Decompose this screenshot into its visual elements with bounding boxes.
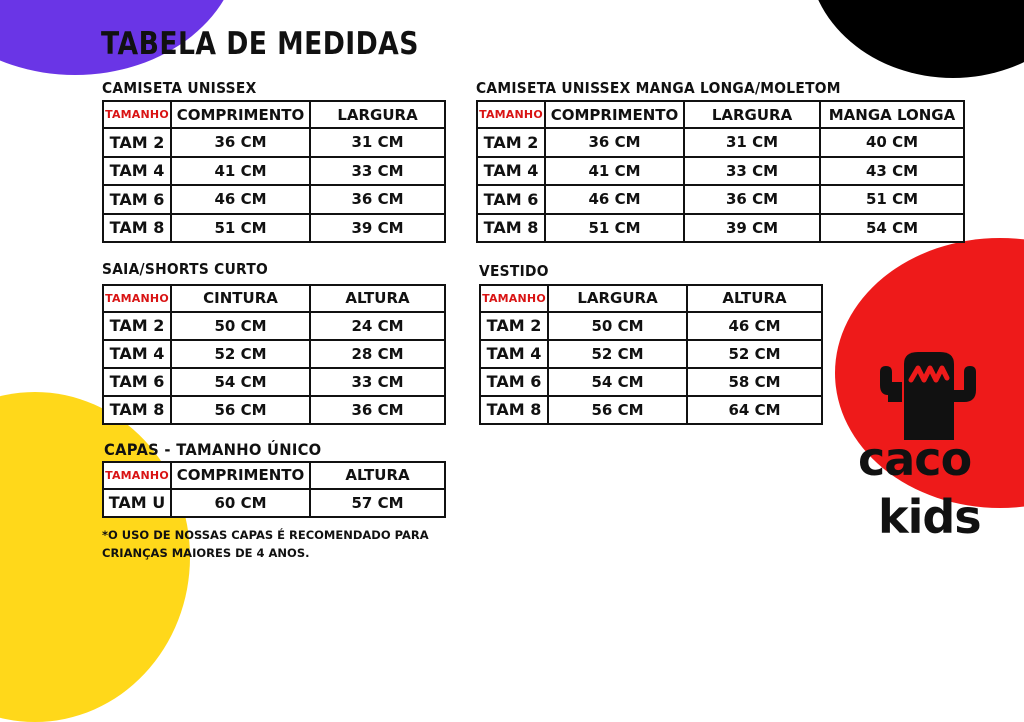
size-label: TAM 4 <box>477 157 545 185</box>
table-cell: 24 CM <box>310 312 445 340</box>
table-row <box>477 157 964 185</box>
table-cell: 31 CM <box>684 128 820 156</box>
table-cell: 56 CM <box>548 396 687 424</box>
size-label: TAM 4 <box>103 340 171 368</box>
table-cell: 33 CM <box>310 368 445 396</box>
table-cell: 51 CM <box>820 185 964 213</box>
table-cell: 56 CM <box>171 396 310 424</box>
table-capas <box>102 461 446 518</box>
table-cell: 50 CM <box>171 312 310 340</box>
caco-kids-logo <box>858 350 1008 550</box>
column-header: LARGURA <box>684 101 820 128</box>
table-cell: 46 CM <box>687 312 822 340</box>
table-cell: 54 CM <box>171 368 310 396</box>
table-cell: 33 CM <box>684 157 820 185</box>
table-cell: 50 CM <box>548 312 687 340</box>
table-cell: 28 CM <box>310 340 445 368</box>
column-header: CINTURA <box>171 285 310 312</box>
logo-text-kids: kids <box>878 490 981 544</box>
table-camiseta <box>102 100 446 243</box>
table-cell: 41 CM <box>171 157 310 185</box>
table-cell: 52 CM <box>171 340 310 368</box>
table-cell: 57 CM <box>310 489 445 517</box>
table-cell: 36 CM <box>171 128 310 156</box>
table-vestido <box>479 284 823 425</box>
column-header: ALTURA <box>310 285 445 312</box>
table-cell: 31 CM <box>310 128 445 156</box>
tamanho-header: TAMANHO <box>480 285 548 312</box>
table-header-row <box>480 285 822 312</box>
table-row <box>480 312 822 340</box>
size-label: TAM 6 <box>103 185 171 213</box>
tamanho-header: TAMANHO <box>477 101 545 128</box>
table-row <box>103 368 445 396</box>
size-label: TAM 6 <box>480 368 548 396</box>
table-header-row <box>103 101 445 128</box>
size-label: TAM 6 <box>103 368 171 396</box>
table-cell: 36 CM <box>684 185 820 213</box>
table-cell: 36 CM <box>310 396 445 424</box>
table-row <box>103 340 445 368</box>
table-cell: 60 CM <box>171 489 310 517</box>
logo-text-caco: caco <box>858 432 972 486</box>
table-cell: 52 CM <box>687 340 822 368</box>
footnote: *O USO DE NOSSAS CAPAS É RECOMENDADO PARA CRIANÇAS MAIORES DE 4 ANOS. <box>102 528 429 560</box>
table-cell: 51 CM <box>171 214 310 242</box>
table-cell: 40 CM <box>820 128 964 156</box>
table-header-row <box>477 101 964 128</box>
size-label: TAM 2 <box>103 312 171 340</box>
column-header: LARGURA <box>548 285 687 312</box>
table-saia <box>102 284 446 425</box>
size-label: TAM 2 <box>480 312 548 340</box>
table-row <box>103 489 445 517</box>
table-cell: 51 CM <box>545 214 684 242</box>
tamanho-header: TAMANHO <box>103 101 171 128</box>
table-header-row <box>103 285 445 312</box>
table-row <box>480 396 822 424</box>
table-row <box>103 396 445 424</box>
table-row <box>103 128 445 156</box>
table-header-row <box>103 462 445 489</box>
section-title-saia: SAIA/SHORTS CURTO <box>102 260 269 278</box>
column-header: COMPRIMENTO <box>171 462 310 489</box>
table-row <box>103 214 445 242</box>
table-cell: 41 CM <box>545 157 684 185</box>
table-row <box>103 157 445 185</box>
table-manga-longa <box>476 100 965 243</box>
table-cell: 64 CM <box>687 396 822 424</box>
size-label: TAM U <box>103 489 171 517</box>
size-label: TAM 2 <box>477 128 545 156</box>
page-title: TABELA DE MEDIDAS <box>101 26 419 62</box>
table-row <box>477 185 964 213</box>
table-cell: 46 CM <box>171 185 310 213</box>
column-header: COMPRIMENTO <box>171 101 310 128</box>
table-cell: 39 CM <box>684 214 820 242</box>
column-header: MANGA LONGA <box>820 101 964 128</box>
size-label: TAM 8 <box>477 214 545 242</box>
table-row <box>480 368 822 396</box>
tamanho-header: TAMANHO <box>103 462 171 489</box>
table-cell: 58 CM <box>687 368 822 396</box>
section-title-capas: CAPAS - TAMANHO ÚNICO <box>104 440 322 459</box>
column-header: LARGURA <box>310 101 445 128</box>
table-row <box>103 312 445 340</box>
column-header: ALTURA <box>687 285 822 312</box>
size-label: TAM 2 <box>103 128 171 156</box>
size-label: TAM 8 <box>103 396 171 424</box>
table-cell: 39 CM <box>310 214 445 242</box>
section-title-camiseta: CAMISETA UNISSEX <box>102 79 257 97</box>
table-row <box>477 128 964 156</box>
size-label: TAM 8 <box>480 396 548 424</box>
table-row <box>480 340 822 368</box>
table-cell: 54 CM <box>820 214 964 242</box>
table-cell: 36 CM <box>310 185 445 213</box>
table-cell: 52 CM <box>548 340 687 368</box>
cactus-icon <box>858 350 1008 445</box>
table-cell: 54 CM <box>548 368 687 396</box>
column-header: ALTURA <box>310 462 445 489</box>
column-header: COMPRIMENTO <box>545 101 684 128</box>
decor-black-circle <box>808 0 1024 78</box>
section-title-manga-longa: CAMISETA UNISSEX MANGA LONGA/MOLETOM <box>476 79 841 97</box>
size-label: TAM 8 <box>103 214 171 242</box>
table-cell: 36 CM <box>545 128 684 156</box>
size-label: TAM 6 <box>477 185 545 213</box>
table-cell: 43 CM <box>820 157 964 185</box>
section-title-vestido: VESTIDO <box>479 262 549 280</box>
size-label: TAM 4 <box>103 157 171 185</box>
table-cell: 33 CM <box>310 157 445 185</box>
table-row <box>103 185 445 213</box>
table-cell: 46 CM <box>545 185 684 213</box>
size-label: TAM 4 <box>480 340 548 368</box>
tamanho-header: TAMANHO <box>103 285 171 312</box>
table-row <box>477 214 964 242</box>
